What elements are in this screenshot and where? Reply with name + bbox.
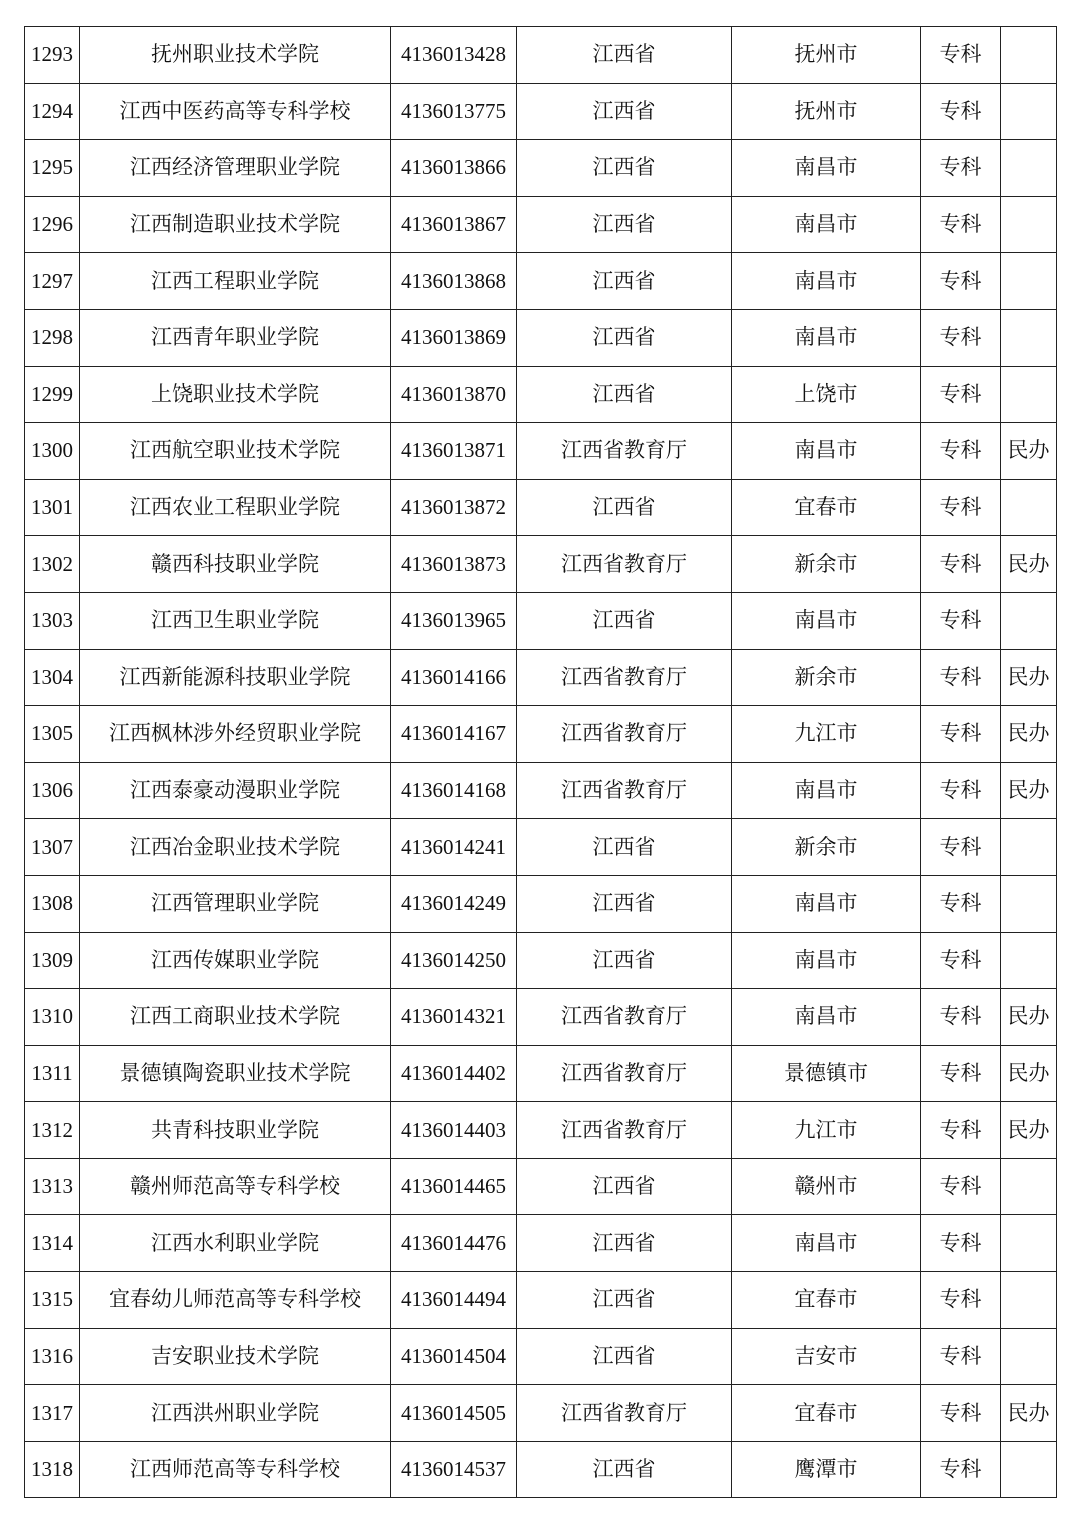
school-code-cell: 4136014476 <box>391 1215 517 1272</box>
note-cell: 民办 <box>1001 1045 1057 1102</box>
table-row <box>25 253 1057 310</box>
city-cell: 南昌市 <box>732 932 921 989</box>
school-name-cell: 江西青年职业学院 <box>80 309 391 366</box>
note-cell <box>1001 1158 1057 1215</box>
school-name-cell: 吉安职业技术学院 <box>80 1328 391 1385</box>
school-name-cell: 江西制造职业技术学院 <box>80 196 391 253</box>
level-cell: 专科 <box>921 1385 1001 1442</box>
level-cell: 专科 <box>921 649 1001 706</box>
authority-cell: 江西省教育厅 <box>517 989 732 1046</box>
city-cell: 南昌市 <box>732 762 921 819</box>
row-index-cell: 1306 <box>25 762 80 819</box>
authority-cell: 江西省 <box>517 1441 732 1498</box>
school-code-cell: 4136013868 <box>391 253 517 310</box>
authority-cell: 江西省 <box>517 253 732 310</box>
row-index-cell: 1297 <box>25 253 80 310</box>
note-cell: 民办 <box>1001 762 1057 819</box>
table-row <box>25 479 1057 536</box>
school-name-cell: 江西航空职业技术学院 <box>80 423 391 480</box>
school-code-cell: 4136013428 <box>391 27 517 84</box>
row-index-cell: 1307 <box>25 819 80 876</box>
level-cell: 专科 <box>921 762 1001 819</box>
school-code-cell: 4136014321 <box>391 989 517 1046</box>
authority-cell: 江西省 <box>517 27 732 84</box>
level-cell: 专科 <box>921 366 1001 423</box>
row-index-cell: 1305 <box>25 706 80 763</box>
level-cell: 专科 <box>921 253 1001 310</box>
level-cell: 专科 <box>921 83 1001 140</box>
row-index-cell: 1302 <box>25 536 80 593</box>
row-index-cell: 1309 <box>25 932 80 989</box>
table-row <box>25 819 1057 876</box>
table-row <box>25 366 1057 423</box>
table-row <box>25 536 1057 593</box>
school-code-cell: 4136013775 <box>391 83 517 140</box>
school-code-cell: 4136014504 <box>391 1328 517 1385</box>
school-code-cell: 4136014166 <box>391 649 517 706</box>
city-cell: 南昌市 <box>732 309 921 366</box>
authority-cell: 江西省 <box>517 819 732 876</box>
school-name-cell: 上饶职业技术学院 <box>80 366 391 423</box>
city-cell: 新余市 <box>732 649 921 706</box>
level-cell: 专科 <box>921 819 1001 876</box>
table-row <box>25 1215 1057 1272</box>
authority-cell: 江西省教育厅 <box>517 706 732 763</box>
city-cell: 抚州市 <box>732 83 921 140</box>
authority-cell: 江西省教育厅 <box>517 536 732 593</box>
school-code-cell: 4136014167 <box>391 706 517 763</box>
school-name-cell: 赣州师范高等专科学校 <box>80 1158 391 1215</box>
school-name-cell: 江西泰豪动漫职业学院 <box>80 762 391 819</box>
note-cell: 民办 <box>1001 423 1057 480</box>
note-cell: 民办 <box>1001 706 1057 763</box>
authority-cell: 江西省 <box>517 366 732 423</box>
authority-cell: 江西省 <box>517 592 732 649</box>
table-row <box>25 423 1057 480</box>
school-name-cell: 共青科技职业学院 <box>80 1102 391 1159</box>
school-name-cell: 景德镇陶瓷职业技术学院 <box>80 1045 391 1102</box>
row-index-cell: 1316 <box>25 1328 80 1385</box>
note-cell <box>1001 819 1057 876</box>
city-cell: 宜春市 <box>732 1385 921 1442</box>
row-index-cell: 1313 <box>25 1158 80 1215</box>
authority-cell: 江西省 <box>517 1158 732 1215</box>
note-cell: 民办 <box>1001 1385 1057 1442</box>
row-index-cell: 1317 <box>25 1385 80 1442</box>
school-code-cell: 4136013871 <box>391 423 517 480</box>
authority-cell: 江西省 <box>517 83 732 140</box>
school-name-cell: 江西洪州职业学院 <box>80 1385 391 1442</box>
school-code-cell: 4136014505 <box>391 1385 517 1442</box>
city-cell: 南昌市 <box>732 592 921 649</box>
note-cell <box>1001 83 1057 140</box>
note-cell <box>1001 479 1057 536</box>
authority-cell: 江西省教育厅 <box>517 649 732 706</box>
school-name-cell: 赣西科技职业学院 <box>80 536 391 593</box>
note-cell: 民办 <box>1001 536 1057 593</box>
school-name-cell: 江西工商职业技术学院 <box>80 989 391 1046</box>
school-code-cell: 4136014241 <box>391 819 517 876</box>
row-index-cell: 1311 <box>25 1045 80 1102</box>
note-cell <box>1001 875 1057 932</box>
table-row <box>25 989 1057 1046</box>
city-cell: 南昌市 <box>732 423 921 480</box>
authority-cell: 江西省 <box>517 309 732 366</box>
note-cell <box>1001 196 1057 253</box>
school-code-cell: 4136013869 <box>391 309 517 366</box>
level-cell: 专科 <box>921 1102 1001 1159</box>
school-code-cell: 4136014494 <box>391 1272 517 1329</box>
row-index-cell: 1314 <box>25 1215 80 1272</box>
level-cell: 专科 <box>921 989 1001 1046</box>
city-cell: 南昌市 <box>732 140 921 197</box>
school-code-cell: 4136013872 <box>391 479 517 536</box>
note-cell <box>1001 140 1057 197</box>
row-index-cell: 1312 <box>25 1102 80 1159</box>
city-cell: 宜春市 <box>732 1272 921 1329</box>
note-cell <box>1001 1272 1057 1329</box>
school-name-cell: 江西经济管理职业学院 <box>80 140 391 197</box>
level-cell: 专科 <box>921 1441 1001 1498</box>
table-row <box>25 140 1057 197</box>
authority-cell: 江西省教育厅 <box>517 1045 732 1102</box>
school-name-cell: 江西水利职业学院 <box>80 1215 391 1272</box>
school-name-cell: 江西卫生职业学院 <box>80 592 391 649</box>
authority-cell: 江西省教育厅 <box>517 1385 732 1442</box>
table-row <box>25 875 1057 932</box>
table-row <box>25 932 1057 989</box>
table-row <box>25 1385 1057 1442</box>
note-cell <box>1001 366 1057 423</box>
note-cell <box>1001 932 1057 989</box>
level-cell: 专科 <box>921 932 1001 989</box>
level-cell: 专科 <box>921 196 1001 253</box>
city-cell: 宜春市 <box>732 479 921 536</box>
school-code-cell: 4136014537 <box>391 1441 517 1498</box>
school-name-cell: 江西中医药高等专科学校 <box>80 83 391 140</box>
school-code-cell: 4136014403 <box>391 1102 517 1159</box>
school-code-cell: 4136013870 <box>391 366 517 423</box>
note-cell <box>1001 592 1057 649</box>
school-code-cell: 4136014250 <box>391 932 517 989</box>
city-cell: 九江市 <box>732 706 921 763</box>
level-cell: 专科 <box>921 309 1001 366</box>
school-name-cell: 江西传媒职业学院 <box>80 932 391 989</box>
level-cell: 专科 <box>921 592 1001 649</box>
institution-table <box>24 26 1057 1498</box>
authority-cell: 江西省 <box>517 1215 732 1272</box>
authority-cell: 江西省 <box>517 196 732 253</box>
level-cell: 专科 <box>921 27 1001 84</box>
school-name-cell: 江西枫林涉外经贸职业学院 <box>80 706 391 763</box>
note-cell: 民办 <box>1001 649 1057 706</box>
school-name-cell: 江西师范高等专科学校 <box>80 1441 391 1498</box>
note-cell: 民办 <box>1001 989 1057 1046</box>
table-row <box>25 649 1057 706</box>
authority-cell: 江西省教育厅 <box>517 762 732 819</box>
city-cell: 上饶市 <box>732 366 921 423</box>
city-cell: 新余市 <box>732 536 921 593</box>
level-cell: 专科 <box>921 1158 1001 1215</box>
table-row <box>25 706 1057 763</box>
level-cell: 专科 <box>921 875 1001 932</box>
school-code-cell: 4136013866 <box>391 140 517 197</box>
authority-cell: 江西省 <box>517 1328 732 1385</box>
level-cell: 专科 <box>921 423 1001 480</box>
level-cell: 专科 <box>921 536 1001 593</box>
school-name-cell: 江西管理职业学院 <box>80 875 391 932</box>
row-index-cell: 1308 <box>25 875 80 932</box>
row-index-cell: 1315 <box>25 1272 80 1329</box>
school-name-cell: 江西农业工程职业学院 <box>80 479 391 536</box>
city-cell: 新余市 <box>732 819 921 876</box>
table-row <box>25 196 1057 253</box>
authority-cell: 江西省 <box>517 875 732 932</box>
note-cell: 民办 <box>1001 1102 1057 1159</box>
table-row <box>25 309 1057 366</box>
table-row <box>25 1441 1057 1498</box>
table-row <box>25 1045 1057 1102</box>
city-cell: 吉安市 <box>732 1328 921 1385</box>
authority-cell: 江西省教育厅 <box>517 1102 732 1159</box>
level-cell: 专科 <box>921 1045 1001 1102</box>
table-row <box>25 1158 1057 1215</box>
row-index-cell: 1296 <box>25 196 80 253</box>
school-code-cell: 4136014249 <box>391 875 517 932</box>
school-code-cell: 4136014465 <box>391 1158 517 1215</box>
note-cell <box>1001 1328 1057 1385</box>
note-cell <box>1001 1215 1057 1272</box>
row-index-cell: 1304 <box>25 649 80 706</box>
row-index-cell: 1300 <box>25 423 80 480</box>
row-index-cell: 1298 <box>25 309 80 366</box>
city-cell: 赣州市 <box>732 1158 921 1215</box>
city-cell: 景德镇市 <box>732 1045 921 1102</box>
city-cell: 南昌市 <box>732 253 921 310</box>
city-cell: 抚州市 <box>732 27 921 84</box>
city-cell: 南昌市 <box>732 1215 921 1272</box>
note-cell <box>1001 309 1057 366</box>
school-name-cell: 抚州职业技术学院 <box>80 27 391 84</box>
authority-cell: 江西省 <box>517 479 732 536</box>
row-index-cell: 1299 <box>25 366 80 423</box>
row-index-cell: 1303 <box>25 592 80 649</box>
row-index-cell: 1293 <box>25 27 80 84</box>
row-index-cell: 1301 <box>25 479 80 536</box>
city-cell: 南昌市 <box>732 989 921 1046</box>
authority-cell: 江西省教育厅 <box>517 423 732 480</box>
school-code-cell: 4136013965 <box>391 592 517 649</box>
city-cell: 九江市 <box>732 1102 921 1159</box>
level-cell: 专科 <box>921 1215 1001 1272</box>
school-name-cell: 宜春幼儿师范高等专科学校 <box>80 1272 391 1329</box>
school-name-cell: 江西冶金职业技术学院 <box>80 819 391 876</box>
table-row <box>25 1328 1057 1385</box>
table-row <box>25 83 1057 140</box>
city-cell: 南昌市 <box>732 875 921 932</box>
school-code-cell: 4136014168 <box>391 762 517 819</box>
school-code-cell: 4136013873 <box>391 536 517 593</box>
table-body <box>25 27 1057 1498</box>
school-code-cell: 4136014402 <box>391 1045 517 1102</box>
table-row <box>25 1272 1057 1329</box>
note-cell <box>1001 253 1057 310</box>
level-cell: 专科 <box>921 1328 1001 1385</box>
level-cell: 专科 <box>921 1272 1001 1329</box>
row-index-cell: 1310 <box>25 989 80 1046</box>
city-cell: 南昌市 <box>732 196 921 253</box>
row-index-cell: 1294 <box>25 83 80 140</box>
note-cell <box>1001 27 1057 84</box>
school-code-cell: 4136013867 <box>391 196 517 253</box>
authority-cell: 江西省 <box>517 1272 732 1329</box>
level-cell: 专科 <box>921 140 1001 197</box>
authority-cell: 江西省 <box>517 140 732 197</box>
level-cell: 专科 <box>921 479 1001 536</box>
table-row <box>25 762 1057 819</box>
authority-cell: 江西省 <box>517 932 732 989</box>
level-cell: 专科 <box>921 706 1001 763</box>
table-row <box>25 592 1057 649</box>
table-row <box>25 27 1057 84</box>
table-row <box>25 1102 1057 1159</box>
city-cell: 鹰潭市 <box>732 1441 921 1498</box>
row-index-cell: 1295 <box>25 140 80 197</box>
row-index-cell: 1318 <box>25 1441 80 1498</box>
school-name-cell: 江西工程职业学院 <box>80 253 391 310</box>
note-cell <box>1001 1441 1057 1498</box>
school-name-cell: 江西新能源科技职业学院 <box>80 649 391 706</box>
